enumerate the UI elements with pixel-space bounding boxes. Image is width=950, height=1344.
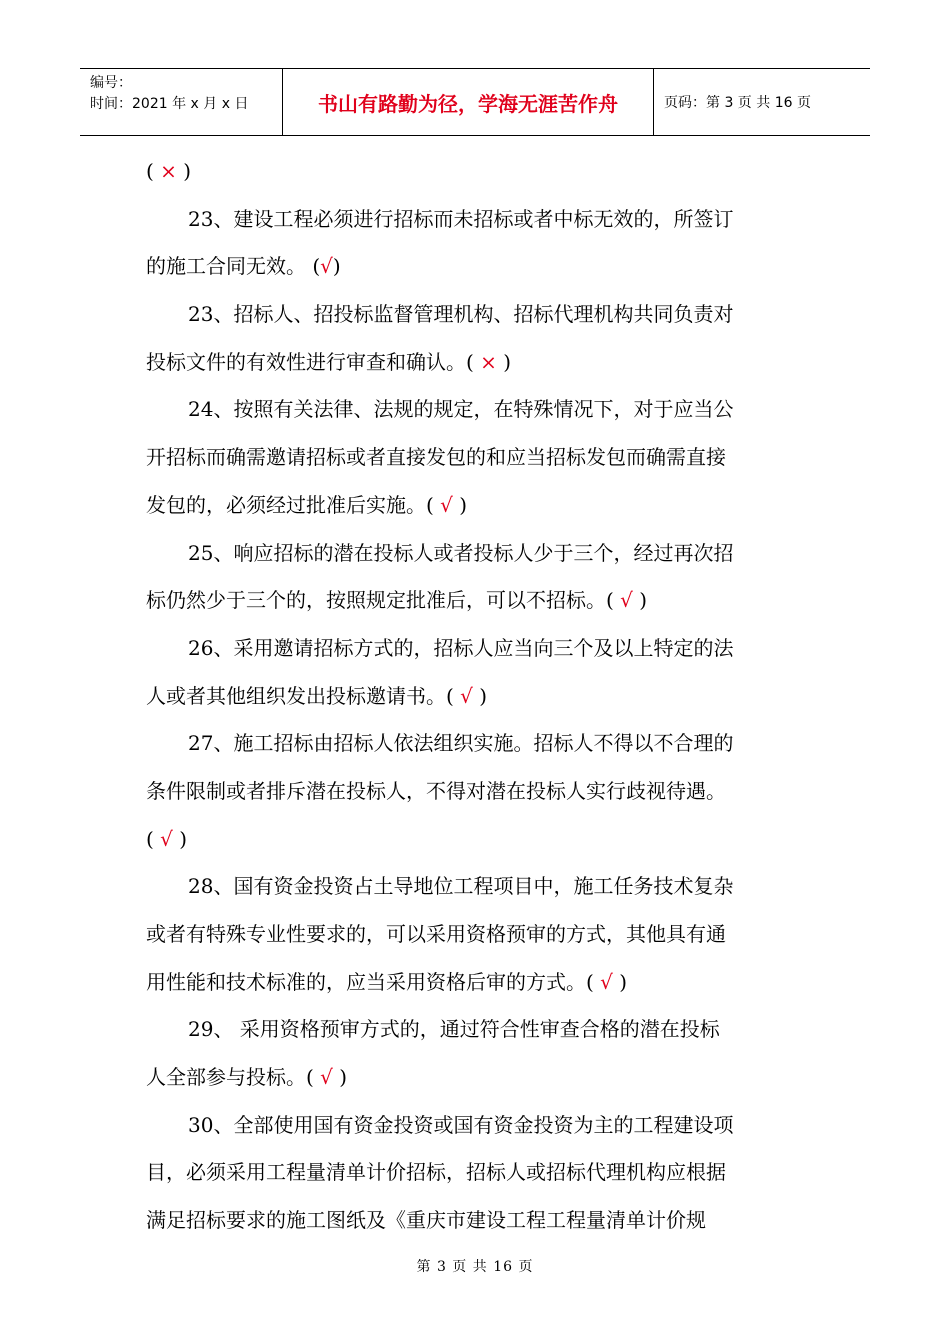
page-header: [80, 68, 870, 136]
check-mark-icon: √: [460, 683, 473, 708]
line-text: 27、施工招标由招标人依法组织实施。招标人不得以不合理的: [188, 731, 734, 756]
body-line: [146, 1006, 806, 1054]
line-text: 25、响应招标的潜在投标人或者投标人少于三个，经过再次招: [188, 540, 734, 565]
line-text: 的施工合同无效。 (: [146, 254, 321, 279]
line-text: 23、建设工程必须进行招标而未招标或者中标无效的，所签订: [188, 206, 734, 231]
body-line: [146, 673, 806, 721]
body-line: [146, 1054, 806, 1102]
check-mark-icon: √: [600, 969, 613, 994]
line-text: 满足招标要求的施工图纸及《重庆市建设工程工程量清单计价规: [146, 1208, 706, 1233]
line-text: (: [146, 826, 161, 851]
body-line: [146, 816, 806, 864]
line-text: 标仍然少于三个的，按照规定批准后，可以不招标。(: [146, 588, 621, 613]
body-line: [146, 1102, 806, 1150]
body-line: [146, 720, 806, 768]
line-text: ): [332, 1065, 348, 1090]
body-line: [146, 768, 806, 816]
line-text: 30、全部使用国有资金投资或国有资金投资为主的工程建设项: [188, 1112, 734, 1137]
line-text: 发包的，必须经过批准后实施。(: [146, 492, 441, 517]
check-mark-icon: √: [440, 492, 453, 517]
line-text: ): [452, 492, 468, 517]
body-line: [146, 148, 806, 196]
line-text: ): [172, 826, 188, 851]
body-line: [146, 577, 806, 625]
check-mark-icon: √: [320, 1065, 333, 1090]
body-line: [146, 959, 806, 1007]
header-meta: [80, 69, 283, 135]
body-line: [146, 625, 806, 673]
body-line: [146, 911, 806, 959]
line-text: 26、采用邀请招标方式的，招标人应当向三个及以上特定的法: [188, 635, 734, 660]
line-text: 条件限制或者排斥潜在投标人，不得对潜在投标人实行歧视待遇。: [146, 778, 726, 803]
line-text: ): [612, 969, 628, 994]
line-text: 人全部参与投标。(: [146, 1065, 321, 1090]
body-line: [146, 243, 806, 291]
line-text: 24、按照有关法律、法规的规定，在特殊情况下，对于应当公: [188, 397, 734, 422]
line-text: ): [176, 159, 192, 183]
number-label: 编号：: [90, 75, 132, 91]
time-label: 时间：2021 年 x 月 x 日: [90, 96, 249, 112]
line-text: 或者有特殊专业性要求的，可以采用资格预审的方式，其他具有通: [146, 922, 726, 946]
cross-mark-icon: ×: [160, 159, 177, 183]
line-text: ): [472, 683, 488, 708]
line-text: ): [496, 349, 512, 374]
body-line: [146, 339, 806, 387]
line-text: 用性能和技术标准的，应当采用资格后审的方式。(: [146, 969, 601, 994]
body-line: [146, 1197, 806, 1245]
body-line: [146, 291, 806, 339]
line-text: 投标文件的有效性进行审查和确认。(: [146, 349, 481, 374]
line-text: 开招标而确需邀请招标或者直接发包的和应当招标发包而确需直接: [146, 445, 726, 470]
header-page-info: 页码：第 3 页 共 16 页: [664, 95, 811, 111]
document-body: [146, 148, 806, 1245]
body-line: [146, 434, 806, 482]
line-text: 28、国有资金投资占土导地位工程项目中，施工任务技术复杂: [188, 874, 734, 899]
body-line: [146, 863, 806, 911]
line-text: ): [632, 588, 648, 613]
body-line: [146, 386, 806, 434]
line-text: 目，必须采用工程量清单计价招标，招标人或招标代理机构应根据: [146, 1160, 726, 1185]
cross-mark-icon: ×: [480, 349, 497, 374]
line-text: 29、 采用资格预审方式的，通过符合性审查合格的潜在投标: [188, 1017, 720, 1042]
line-text: (: [146, 159, 161, 183]
line-text: ): [332, 254, 341, 279]
check-mark-icon: √: [320, 254, 333, 279]
body-line: [146, 196, 806, 244]
body-line: [146, 530, 806, 578]
body-line: [146, 1149, 806, 1197]
check-mark-icon: √: [160, 826, 173, 851]
line-text: 人或者其他组织发出投标邀请书。(: [146, 683, 461, 708]
body-line: [146, 482, 806, 530]
check-mark-icon: √: [620, 588, 633, 613]
page-footer: 第 3 页 共 16 页: [416, 1259, 534, 1275]
header-motto: 书山有路勤为径，学海无涯苦作舟: [283, 69, 654, 135]
line-text: 23、招标人、招投标监督管理机构、招标代理机构共同负责对: [188, 302, 734, 327]
